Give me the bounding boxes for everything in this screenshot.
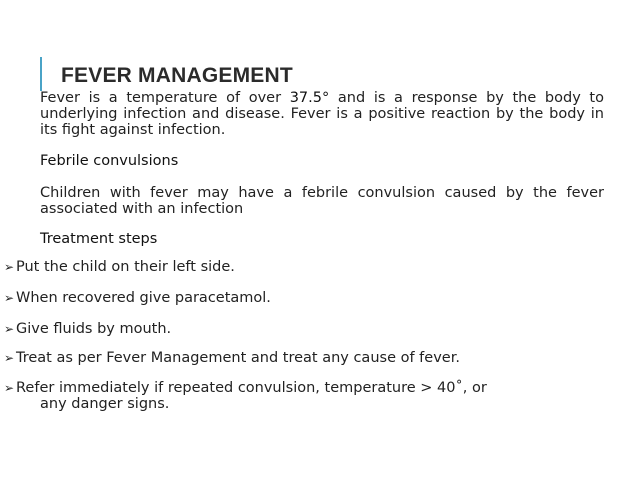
arrow-bullet-icon: ➢ (4, 291, 15, 305)
intro-text-after: and is a response by the body to underlying infection and disease. Fever is a positive reaction by the body in its fight against infection. (40, 90, 604, 138)
list-item (4, 321, 604, 337)
list-item (4, 259, 604, 275)
title-accent-bar (40, 57, 42, 91)
step-text: Refer immediately if repeated convulsion, temperature > 40˚, or (16, 380, 487, 396)
list-item (4, 380, 604, 396)
intro-text-before: Fever is a temperature of over (40, 90, 290, 106)
step-text: Treat as per Fever Management and treat any cause of fever. (16, 350, 460, 366)
step-text: any danger signs. (40, 396, 170, 412)
arrow-bullet-icon: ➢ (4, 381, 15, 395)
list-item (4, 290, 604, 306)
arrow-bullet-icon: ➢ (4, 322, 15, 336)
treatment-steps-heading: Treatment steps (40, 231, 158, 247)
febrile-convulsions-text: Children with fever may have a febrile convulsion caused by the fever associated with an infection (40, 185, 604, 217)
list-item-continuation (40, 396, 604, 412)
intro-paragraph (40, 90, 604, 138)
febrile-convulsions-heading: Febrile convulsions (40, 153, 179, 169)
step-text: Give fluids by mouth. (16, 321, 172, 337)
arrow-bullet-icon: ➢ (4, 260, 15, 274)
intro-temperature-value: 37.5° (289, 90, 330, 106)
step-text: When recovered give paracetamol. (16, 290, 271, 306)
step-text: Put the child on their left side. (16, 259, 235, 275)
arrow-bullet-icon: ➢ (4, 351, 15, 365)
list-item (4, 350, 604, 366)
slide-title: FEVER MANAGEMENT (61, 64, 293, 87)
